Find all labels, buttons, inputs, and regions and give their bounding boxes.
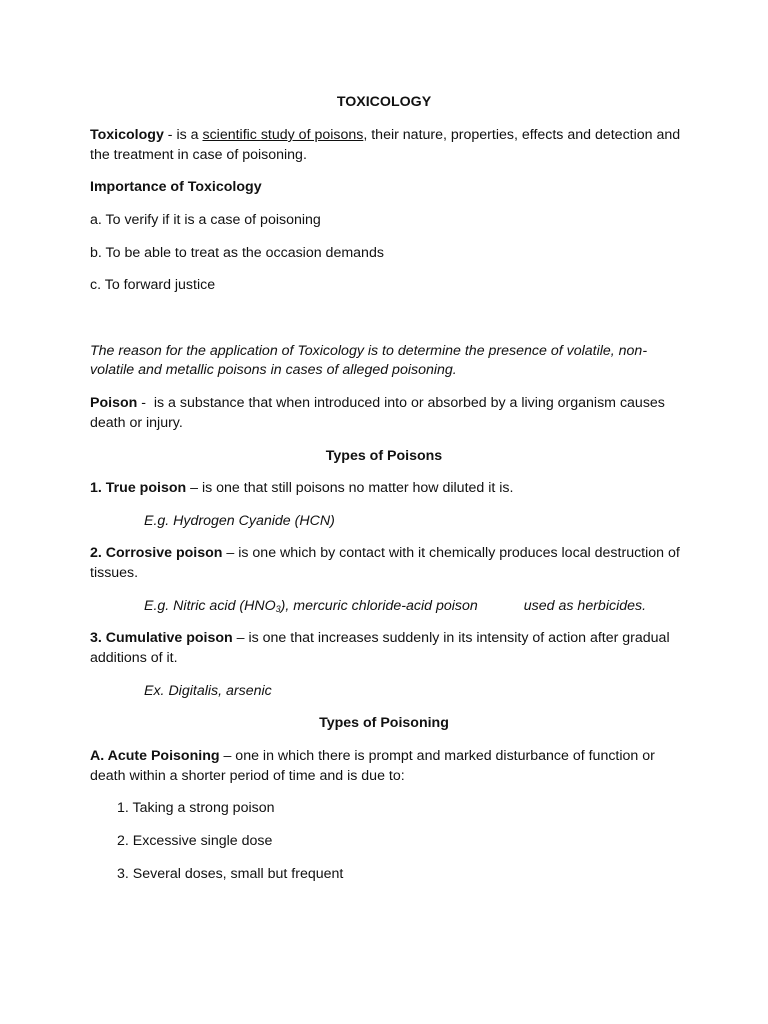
importance-item-c: c. To forward justice [90, 277, 216, 293]
corrosive-poison-text: – is one which by contact with it chemically produces local destruction of [222, 545, 680, 561]
importance-item-b: b. To be able to treat as the occasion demands [90, 245, 384, 261]
corrosive-poison-term: 2. Corrosive poison [90, 545, 223, 561]
cumulative-poison-term: 3. Cumulative poison [90, 630, 233, 646]
acute-poisoning-line2: death within a shorter period of time and is due to: [90, 768, 405, 784]
reason-line2: volatile and metallic poisons in cases of alleged poisoning. [90, 362, 457, 378]
cumulative-poison-line2: additions of it. [90, 650, 178, 666]
true-poison-example: E.g. Hydrogen Cyanide (HCN) [144, 513, 335, 529]
corrosive-poison-line2: tissues. [90, 565, 139, 581]
corrosive-poison-example [144, 596, 744, 616]
acute-poisoning-term: A. Acute Poisoning [90, 748, 220, 764]
importance-heading: Importance of Toxicology [90, 179, 262, 195]
true-poison-line [90, 478, 690, 498]
acute-cause-1: 1. Taking a strong poison [117, 800, 275, 816]
true-poison-term: 1. True poison [90, 480, 187, 496]
definition-rest: , their nature, properties, effects and detection and [363, 127, 681, 143]
poison-definition-line1 [90, 393, 690, 413]
definition-lead: - is a [163, 127, 203, 143]
acute-cause-2: 2. Excessive single dose [117, 833, 273, 849]
reason-line1: The reason for the application of Toxicology is to determine the presence of volatile, non- [90, 343, 648, 359]
acute-poisoning-line1 [90, 746, 690, 766]
poison-definition-text: - is a substance that when introduced into or absorbed by a living organism causes [137, 395, 665, 411]
corrosive-example-subscript: 3 [275, 604, 281, 614]
toxicology-definition-line2: the treatment in case of poisoning. [90, 147, 307, 163]
true-poison-text: – is one that still poisons no matter how diluted it is. [186, 480, 514, 496]
page-title: TOXICOLOGY [336, 94, 432, 110]
types-of-poisons-heading: Types of Poisons [325, 448, 443, 464]
acute-cause-3: 3. Several doses, small but frequent [117, 866, 344, 882]
toxicology-definition-line1 [90, 125, 690, 145]
toxicology-term: Toxicology [90, 127, 164, 143]
corrosive-poison-line1 [90, 543, 690, 563]
cumulative-poison-text: – is one that increases suddenly in its intensity of action after gradual [232, 630, 670, 646]
corrosive-example-c: used as herbicides. [523, 598, 647, 614]
cumulative-poison-example: Ex. Digitalis, arsenic [144, 683, 272, 699]
acute-poisoning-text: – one in which there is prompt and marked disturbance of function or [219, 748, 655, 764]
importance-item-a: a. To verify if it is a case of poisoning [90, 212, 321, 228]
poison-definition-line2: death or injury. [90, 415, 183, 431]
corrosive-example-b: ), mercuric chloride-acid poison [280, 598, 478, 614]
definition-underlined: scientific study of poisons [202, 127, 364, 143]
types-of-poisoning-heading: Types of Poisoning [319, 715, 449, 731]
poison-term: Poison [90, 395, 138, 411]
cumulative-poison-line1 [90, 628, 690, 648]
corrosive-example-a: E.g. Nitric acid (HNO [144, 598, 276, 614]
